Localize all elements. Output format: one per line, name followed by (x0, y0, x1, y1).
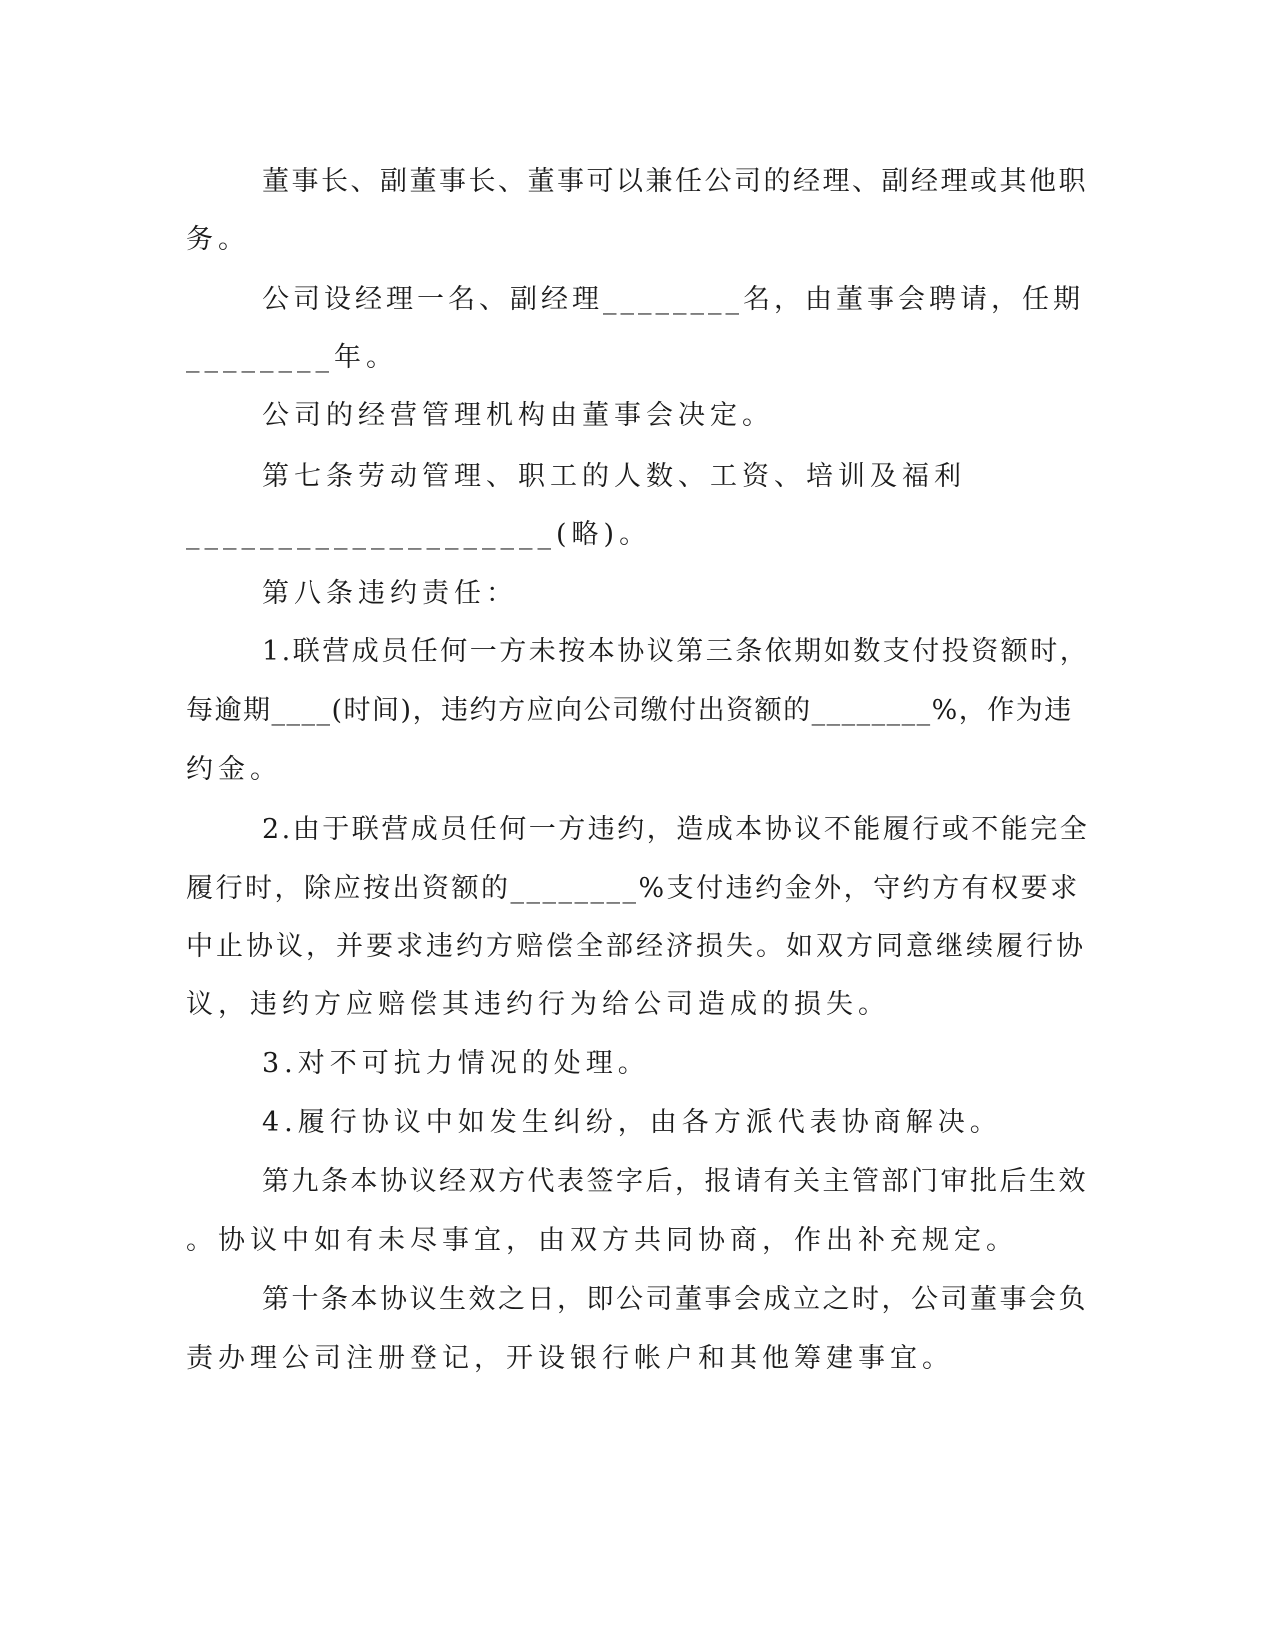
text-line: ____________________(略)。 (186, 519, 652, 550)
text-line: ________年。 (186, 342, 398, 373)
text-line: 第九条本协议经双方代表签字后，报请有关主管部门审批后生效 (262, 1166, 1088, 1197)
text-line: 4.履行协议中如发生纠纷，由各方派代表协商解决。 (262, 1107, 1002, 1138)
text-line: 议，违约方应赔偿其违约行为给公司造成的损失。 (186, 989, 890, 1020)
text-line: 第八条违约责任： (262, 578, 518, 609)
text-line: 中止协议，并要求违约方赔偿全部经济损失。如双方同意继续履行协 (186, 931, 1086, 962)
text-line: 公司设经理一名、副经理________名，由董事会聘请，任期 (262, 284, 1084, 315)
text-line: 。协议中如有未尽事宜，由双方共同协商，作出补充规定。 (186, 1225, 1018, 1256)
text-line: 责办理公司注册登记，开设银行帐户和其他筹建事宜。 (186, 1343, 954, 1374)
text-line: 3.对不可抗力情况的处理。 (262, 1048, 650, 1079)
text-line: 务。 (186, 224, 250, 255)
text-line: 每逾期____(时间)，违约方应向公司缴付出资额的________%，作为违 (186, 695, 1073, 726)
text-line: 第十条本协议生效之日，即公司董事会成立之时，公司董事会负 (262, 1284, 1088, 1315)
text-line: 2.由于联营成员任何一方违约，造成本协议不能履行或不能完全 (262, 814, 1090, 845)
text-line: 公司的经营管理机构由董事会决定。 (262, 400, 774, 431)
text-line: 1.联营成员任何一方未按本协议第三条依期如数支付投资额时， (262, 636, 1090, 667)
text-line: 履行时，除应按出资额的________%支付违约金外，守约方有权要求 (186, 873, 1080, 904)
text-line: 第七条劳动管理、职工的人数、工资、培训及福利 (262, 461, 966, 492)
text-line: 董事长、副董事长、董事可以兼任公司的经理、副经理或其他职 (262, 166, 1088, 197)
text-line: 约金。 (186, 754, 282, 785)
